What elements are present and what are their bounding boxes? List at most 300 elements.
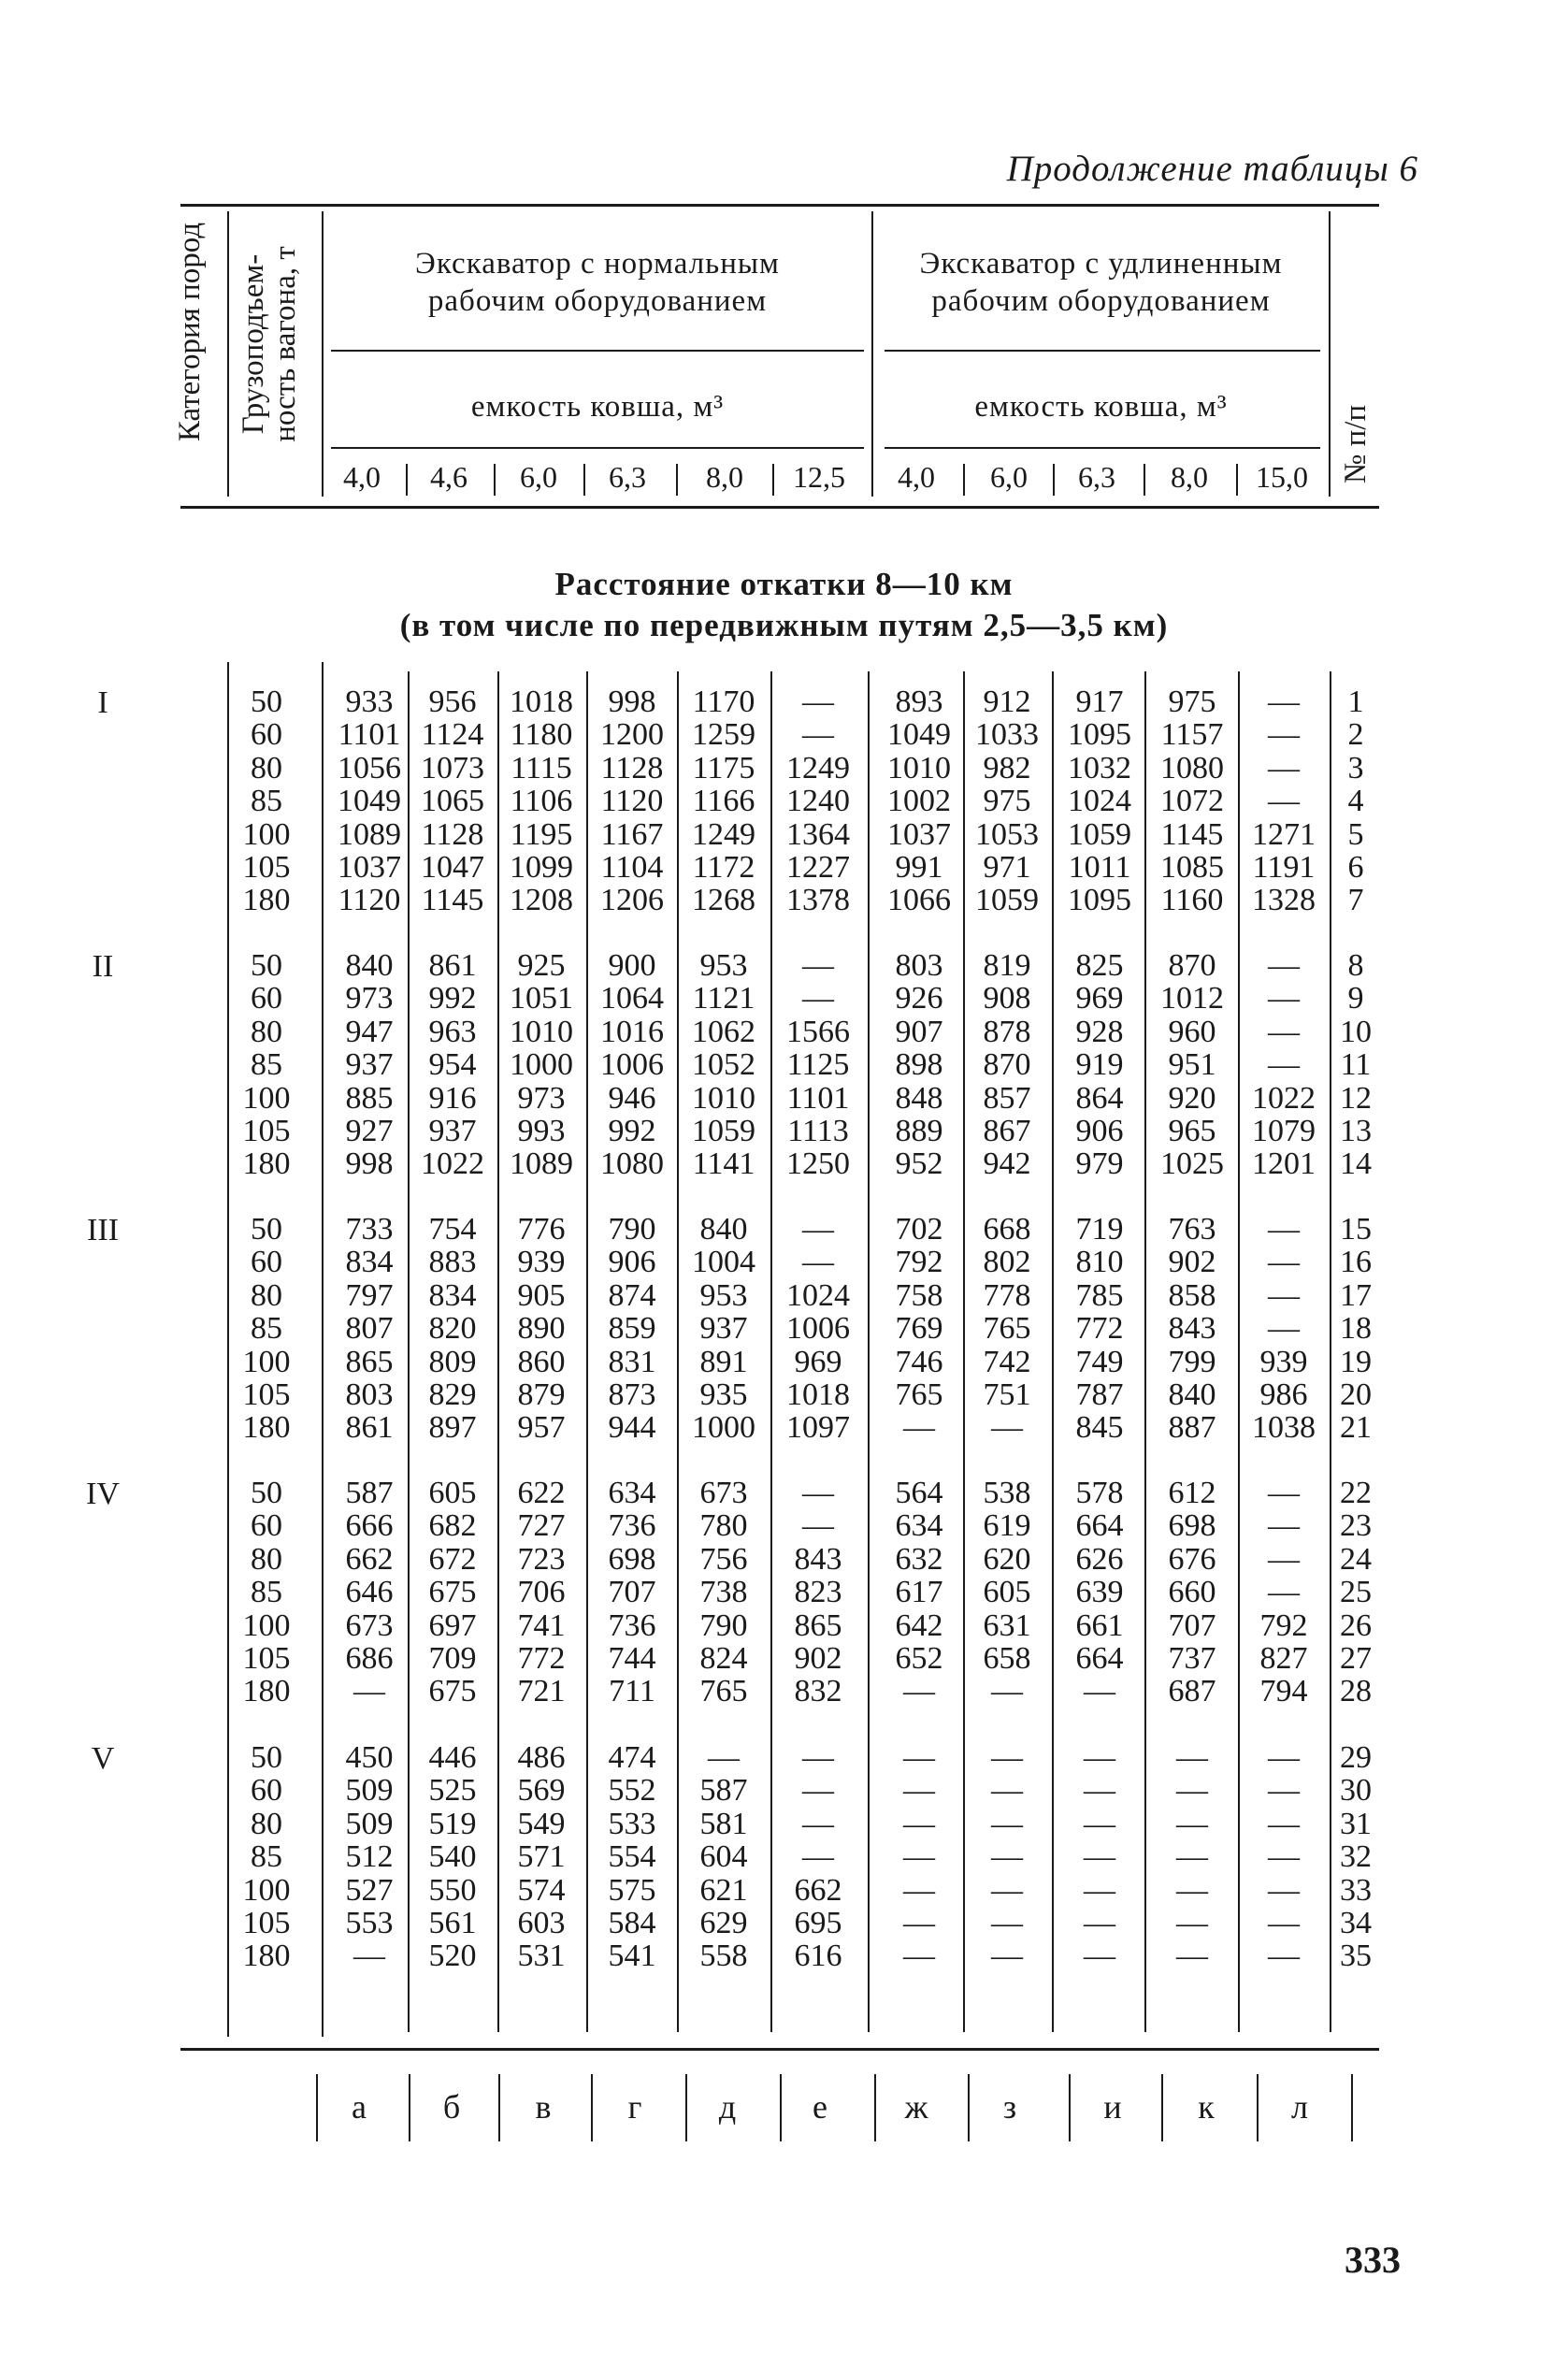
row-number: 19 [1340,1344,1372,1379]
column-rule [1052,671,1054,2032]
table-cell: 920 [1168,1080,1216,1116]
table-cell: 571 [517,1839,566,1875]
table-cell: 1016 [600,1014,664,1049]
column-letter: ж [904,2088,928,2126]
group-normal-line2: рабочим оборудованием [427,284,768,318]
table-cell: 937 [345,1047,394,1083]
table-cell: 916 [428,1080,477,1116]
table-cell: — [1084,1740,1115,1775]
table-cell: 1000 [510,1047,573,1083]
table-cell: — [802,1476,834,1510]
table-cell: — [1268,948,1300,983]
table-cell: 907 [895,1014,943,1049]
table-cell: 587 [345,1476,394,1510]
row-number: 1 [1347,685,1364,719]
table-cell: 552 [608,1773,656,1809]
row-number: 11 [1340,1047,1372,1083]
table-cell: 1227 [786,850,850,885]
column-letter-separator [968,2074,970,2141]
row-number: 23 [1340,1508,1372,1544]
table-cell: 986 [1259,1377,1308,1412]
group-normal-title [324,245,871,320]
table-cell: 925 [517,948,566,983]
table-cell: — [1268,750,1300,786]
table-cell: 1066 [887,883,951,918]
table-cell: 1200 [600,717,664,753]
category-label: II [92,949,114,984]
table-cell: 861 [345,1410,394,1446]
table-cell: 626 [1075,1541,1124,1577]
table-cell: 721 [517,1674,566,1709]
table-cell: 1049 [887,717,951,753]
capacity-separator [963,464,965,496]
column-rule [322,662,324,2037]
table-cell: 765 [699,1674,748,1709]
row-number: 3 [1347,750,1364,786]
table-cell: — [1084,1773,1115,1809]
column-letter: л [1291,2088,1308,2126]
capacity-subheader: 6,0 [990,460,1028,494]
table-cell: 672 [428,1541,477,1577]
table-cell: 1018 [510,685,573,719]
column-rule [1238,671,1240,2032]
table-cell: 1059 [1068,816,1131,852]
table-cell: 736 [608,1508,656,1544]
table-cell: 758 [895,1277,943,1313]
table-cell: 832 [794,1674,842,1709]
table-cell: 605 [428,1476,477,1510]
table-cell: 1259 [692,717,755,753]
table-cell: 939 [517,1245,566,1280]
table-cell: — [1268,1740,1300,1775]
table-cell: 509 [345,1773,394,1809]
table-cell: 662 [345,1541,394,1577]
table-cell: 687 [1168,1674,1216,1709]
table-cell: 550 [428,1872,477,1908]
table-cell: 810 [1075,1245,1124,1280]
table-cell: 621 [699,1872,748,1908]
capacity-value: 60 [251,717,282,753]
row-number: 8 [1347,948,1364,983]
column-rule [770,671,772,2032]
row-number: 6 [1347,850,1364,885]
table-cell: 858 [1168,1277,1216,1313]
table-cell: 942 [983,1146,1031,1182]
table-cell: 486 [517,1740,566,1775]
table-cell: 965 [1168,1114,1216,1148]
capacity-separator [772,464,774,496]
table-cell: 937 [428,1114,477,1148]
table-cell: 993 [517,1114,566,1148]
table-cell: 969 [794,1344,842,1379]
capacity-value: 60 [251,1773,282,1809]
table-cell: 898 [895,1047,943,1083]
table-cell: 819 [983,948,1031,983]
table-cell: 991 [895,850,943,885]
group-normal-line1: Экскаватор с нормальным [415,247,780,281]
table-cell: — [1268,1311,1300,1347]
column-letter-separator [780,2074,782,2141]
table-cell: 1249 [786,750,850,786]
table-cell: — [991,1674,1023,1709]
table-cell: 887 [1168,1410,1216,1446]
column-letter-separator [685,2074,687,2141]
capacity-separator [494,464,496,496]
capacity-value: 85 [251,1047,282,1083]
table-cell: 870 [983,1047,1031,1083]
table-cell: 1004 [692,1245,755,1280]
table-cell: 629 [699,1906,748,1940]
row-number: 18 [1340,1311,1372,1347]
table-cell: — [1084,1839,1115,1875]
table-cell: 902 [794,1641,842,1676]
table-cell: 676 [1168,1541,1216,1577]
column-rule [868,671,870,2032]
table-cell: 733 [345,1212,394,1247]
table-cell: 561 [428,1906,477,1940]
table-cell: 973 [345,981,394,1016]
table-cell: 1145 [1160,816,1224,852]
table-cell: 525 [428,1773,477,1809]
table-cell: 719 [1075,1212,1124,1247]
table-cell: 867 [983,1114,1031,1148]
group-extended-line1: Экскаватор с удлиненным [919,247,1283,281]
group-extended-title [873,245,1329,320]
category-label: I [97,685,108,720]
table-cell: 1010 [887,750,951,786]
table-cell: 951 [1168,1047,1216,1083]
table-cell: — [903,1839,935,1875]
column-letter: г [627,2088,642,2126]
capacity-value: 105 [242,1641,291,1676]
capacity-value: 50 [251,1740,282,1775]
row-number: 30 [1340,1773,1372,1809]
table-cell: 825 [1075,948,1124,983]
row-number: 26 [1340,1607,1372,1643]
header-capacity-rule-extended [885,447,1320,449]
table-cell: 803 [345,1377,394,1412]
table-cell: — [802,948,834,983]
row-number: 27 [1340,1641,1372,1676]
table-cell: 840 [699,1212,748,1247]
table-cell: 1250 [786,1146,850,1182]
capacity-value: 50 [251,685,282,719]
capacity-value: 100 [242,1607,291,1643]
table-cell: 1052 [692,1047,755,1083]
capacity-subheader: 8,0 [1171,460,1208,494]
table-cell: 957 [517,1410,566,1446]
table-cell: 1053 [975,816,1039,852]
table-cell: 973 [517,1080,566,1116]
table-cell: 802 [983,1245,1031,1280]
table-cell: — [1268,1014,1300,1049]
table-cell: — [1268,1476,1300,1510]
table-cell: 1208 [510,883,573,918]
table-cell: — [802,685,834,719]
row-number: 32 [1340,1839,1372,1875]
table-cell: 1101 [338,717,401,753]
capacity-value: 100 [242,1344,291,1379]
table-cell: 619 [983,1508,1031,1544]
table-cell: 1095 [1068,883,1131,918]
table-cell: 538 [983,1476,1031,1510]
table-cell: 873 [608,1377,656,1412]
table-cell: 926 [895,981,943,1016]
table-cell: 971 [983,850,1031,885]
table-cell: 1089 [338,816,401,852]
table-cell: 554 [608,1839,656,1875]
table-cell: — [1176,1740,1208,1775]
capacity-value: 100 [242,1872,291,1908]
table-cell: 520 [428,1939,477,1974]
row-number: 22 [1340,1476,1372,1510]
table-cell: 564 [895,1476,943,1510]
table-cell: 1099 [510,850,573,885]
column-letter-separator [591,2074,593,2141]
table-cell: 979 [1075,1146,1124,1182]
capacity-subheader: 6,0 [520,460,557,494]
table-cell: 1047 [421,850,484,885]
capacity-subheader: 4,0 [898,460,935,494]
row-number: 31 [1340,1806,1372,1841]
table-cell: 919 [1075,1047,1124,1083]
table-cell: 946 [608,1080,656,1116]
table-cell: 620 [983,1541,1031,1577]
table-cell: 792 [1259,1607,1308,1643]
header-mid-rule-extended [885,350,1320,352]
table-cell: — [802,1773,834,1809]
table-cell: 956 [428,685,477,719]
table-cell: 1101 [786,1080,850,1116]
table-cell: 642 [895,1607,943,1643]
table-cell: 702 [895,1212,943,1247]
table-cell: 1072 [1160,784,1224,819]
table-cell: 1125 [786,1047,850,1083]
capacity-subheader: 8,0 [706,460,743,494]
column-letter-separator [409,2074,410,2141]
table-cell: 1032 [1068,750,1131,786]
table-cell: 751 [983,1377,1031,1412]
table-cell: 874 [608,1277,656,1313]
table-cell: 527 [345,1872,394,1908]
table-cell: 1056 [338,750,401,786]
table-cell: 772 [1075,1311,1124,1347]
row-number: 33 [1340,1872,1372,1908]
table-cell: — [708,1740,740,1775]
capacity-header [237,204,305,484]
table-cell: — [991,1939,1023,1974]
table-cell: 834 [345,1245,394,1280]
table-cell: 1095 [1068,717,1131,753]
table-cell: 673 [345,1607,394,1643]
table-cell: 776 [517,1212,566,1247]
table-cell: 622 [517,1476,566,1510]
table-cell: 797 [345,1277,394,1313]
table-cell: 1115 [511,750,572,786]
header-mid-rule-normal [331,350,864,352]
table-cell: 897 [428,1410,477,1446]
capacity-value: 180 [242,883,291,918]
table-cell: — [802,1740,834,1775]
column-rule [1144,671,1146,2032]
table-cell: 799 [1168,1344,1216,1379]
table-cell: 450 [345,1740,394,1775]
table-cell: — [903,1740,935,1775]
table-cell: 446 [428,1740,477,1775]
capacity-value: 80 [251,1014,282,1049]
table-cell: 474 [608,1740,656,1775]
table-cell: 947 [345,1014,394,1049]
capacity-value: 80 [251,1541,282,1577]
table-cell: 1062 [692,1014,755,1049]
table-cell: — [903,1906,935,1940]
table-cell: 944 [608,1410,656,1446]
table-cell: — [903,1674,935,1709]
number-header: № п/п [1339,404,1373,484]
table-cell: — [1268,1939,1300,1974]
table-cell: 639 [1075,1575,1124,1610]
table-cell: 1175 [692,750,755,786]
category-header: Категория пород [173,222,207,442]
table-cell: 1097 [786,1410,850,1446]
table-cell: 1011 [1068,850,1131,885]
table-cell: 1191 [1252,850,1316,885]
row-number: 35 [1340,1939,1372,1974]
table-cell: 820 [428,1311,477,1347]
table-cell: 1073 [421,750,484,786]
table-cell: 860 [517,1344,566,1379]
table-cell: 790 [699,1607,748,1643]
row-number: 20 [1340,1377,1372,1412]
row-number: 7 [1347,883,1364,918]
row-number: 17 [1340,1277,1372,1313]
table-cell: 558 [699,1939,748,1974]
row-number: 14 [1340,1146,1372,1182]
table-cell: 581 [699,1806,748,1841]
table-cell: — [1268,717,1300,753]
table-cell: 953 [699,1277,748,1313]
row-number: 12 [1340,1080,1372,1116]
table-cell: 1085 [1160,850,1224,885]
table-cell: 723 [517,1541,566,1577]
table-cell: 1268 [692,883,755,918]
table-cell: 928 [1075,1014,1124,1049]
table-cell: 512 [345,1839,394,1875]
table-cell: 1025 [1160,1146,1224,1182]
table-cell: 878 [983,1014,1031,1049]
table-cell: 1170 [692,685,755,719]
category-label: III [87,1213,119,1247]
table-cell: 749 [1075,1344,1124,1379]
table-cell: 697 [428,1607,477,1643]
table-cell: 879 [517,1377,566,1412]
row-number: 10 [1340,1014,1372,1049]
table-cell: 533 [608,1806,656,1841]
table-cell: — [353,1939,385,1974]
table-cell: 1064 [600,981,664,1016]
capacity-value: 105 [242,850,291,885]
column-letter: и [1103,2088,1122,2126]
capacity-subheader: 4,6 [430,460,468,494]
table-cell: 617 [895,1575,943,1610]
table-cell: — [903,1806,935,1841]
table-cell: — [1268,685,1300,719]
table-cell: — [991,1806,1023,1841]
capacity-value: 105 [242,1377,291,1412]
table-cell: — [1268,1839,1300,1875]
table-cell: 742 [983,1344,1031,1379]
table-cell: 727 [517,1508,566,1544]
table-cell: 756 [699,1541,748,1577]
table-cell: 1037 [338,850,401,885]
table-cell: 778 [983,1277,1031,1313]
row-number: 5 [1347,816,1364,852]
table-cell: 531 [517,1939,566,1974]
table-cell: 664 [1075,1508,1124,1544]
table-cell: 1113 [787,1114,849,1148]
table-cell: 998 [345,1146,394,1182]
table-cell: 584 [608,1906,656,1940]
table-cell: 1249 [692,816,755,852]
row-number: 21 [1340,1410,1372,1446]
table-cell: 646 [345,1575,394,1610]
table-cell: 906 [1075,1114,1124,1148]
table-cell: 807 [345,1311,394,1347]
table-cell: — [1268,1245,1300,1280]
table-cell: 843 [1168,1311,1216,1347]
table-cell: 632 [895,1541,943,1577]
page-number: 333 [1345,2239,1401,2281]
row-number: 13 [1340,1114,1372,1148]
table-cell: — [1176,1906,1208,1940]
table-cell: 1166 [692,784,755,819]
capacity-subheader: 6,3 [609,460,646,494]
table-cell: 695 [794,1906,842,1940]
table-cell: 1012 [1160,981,1224,1016]
table-cell: 634 [608,1476,656,1510]
table-cell: 893 [895,685,943,719]
table-cell: 905 [517,1277,566,1313]
table-cell: 673 [699,1476,748,1510]
table-cell: — [991,1740,1023,1775]
table-cell: 575 [608,1872,656,1908]
table-cell: 937 [699,1311,748,1347]
table-cell: — [802,1245,834,1280]
table-cell: 861 [428,948,477,983]
table-cell: 792 [895,1245,943,1280]
table-cell: — [802,1839,834,1875]
table-cell: 1160 [1160,883,1224,918]
row-number: 2 [1347,717,1364,753]
table-cell: 709 [428,1641,477,1676]
table-cell: 982 [983,750,1031,786]
table-cell: — [1268,1047,1300,1083]
table-cell: 785 [1075,1277,1124,1313]
capacity-separator [676,464,678,496]
table-cell: 927 [345,1114,394,1148]
table-cell: 831 [608,1344,656,1379]
column-letter: к [1198,2088,1215,2126]
capacity-value: 50 [251,1212,282,1247]
column-letter-separator [498,2074,500,2141]
table-cell: 954 [428,1047,477,1083]
table-cell: — [1268,1806,1300,1841]
table-cell: 975 [983,784,1031,819]
table-cell: 1128 [600,750,664,786]
capacity-value: 50 [251,1476,282,1510]
table-cell: — [1084,1674,1115,1709]
table-cell: 1037 [887,816,951,852]
